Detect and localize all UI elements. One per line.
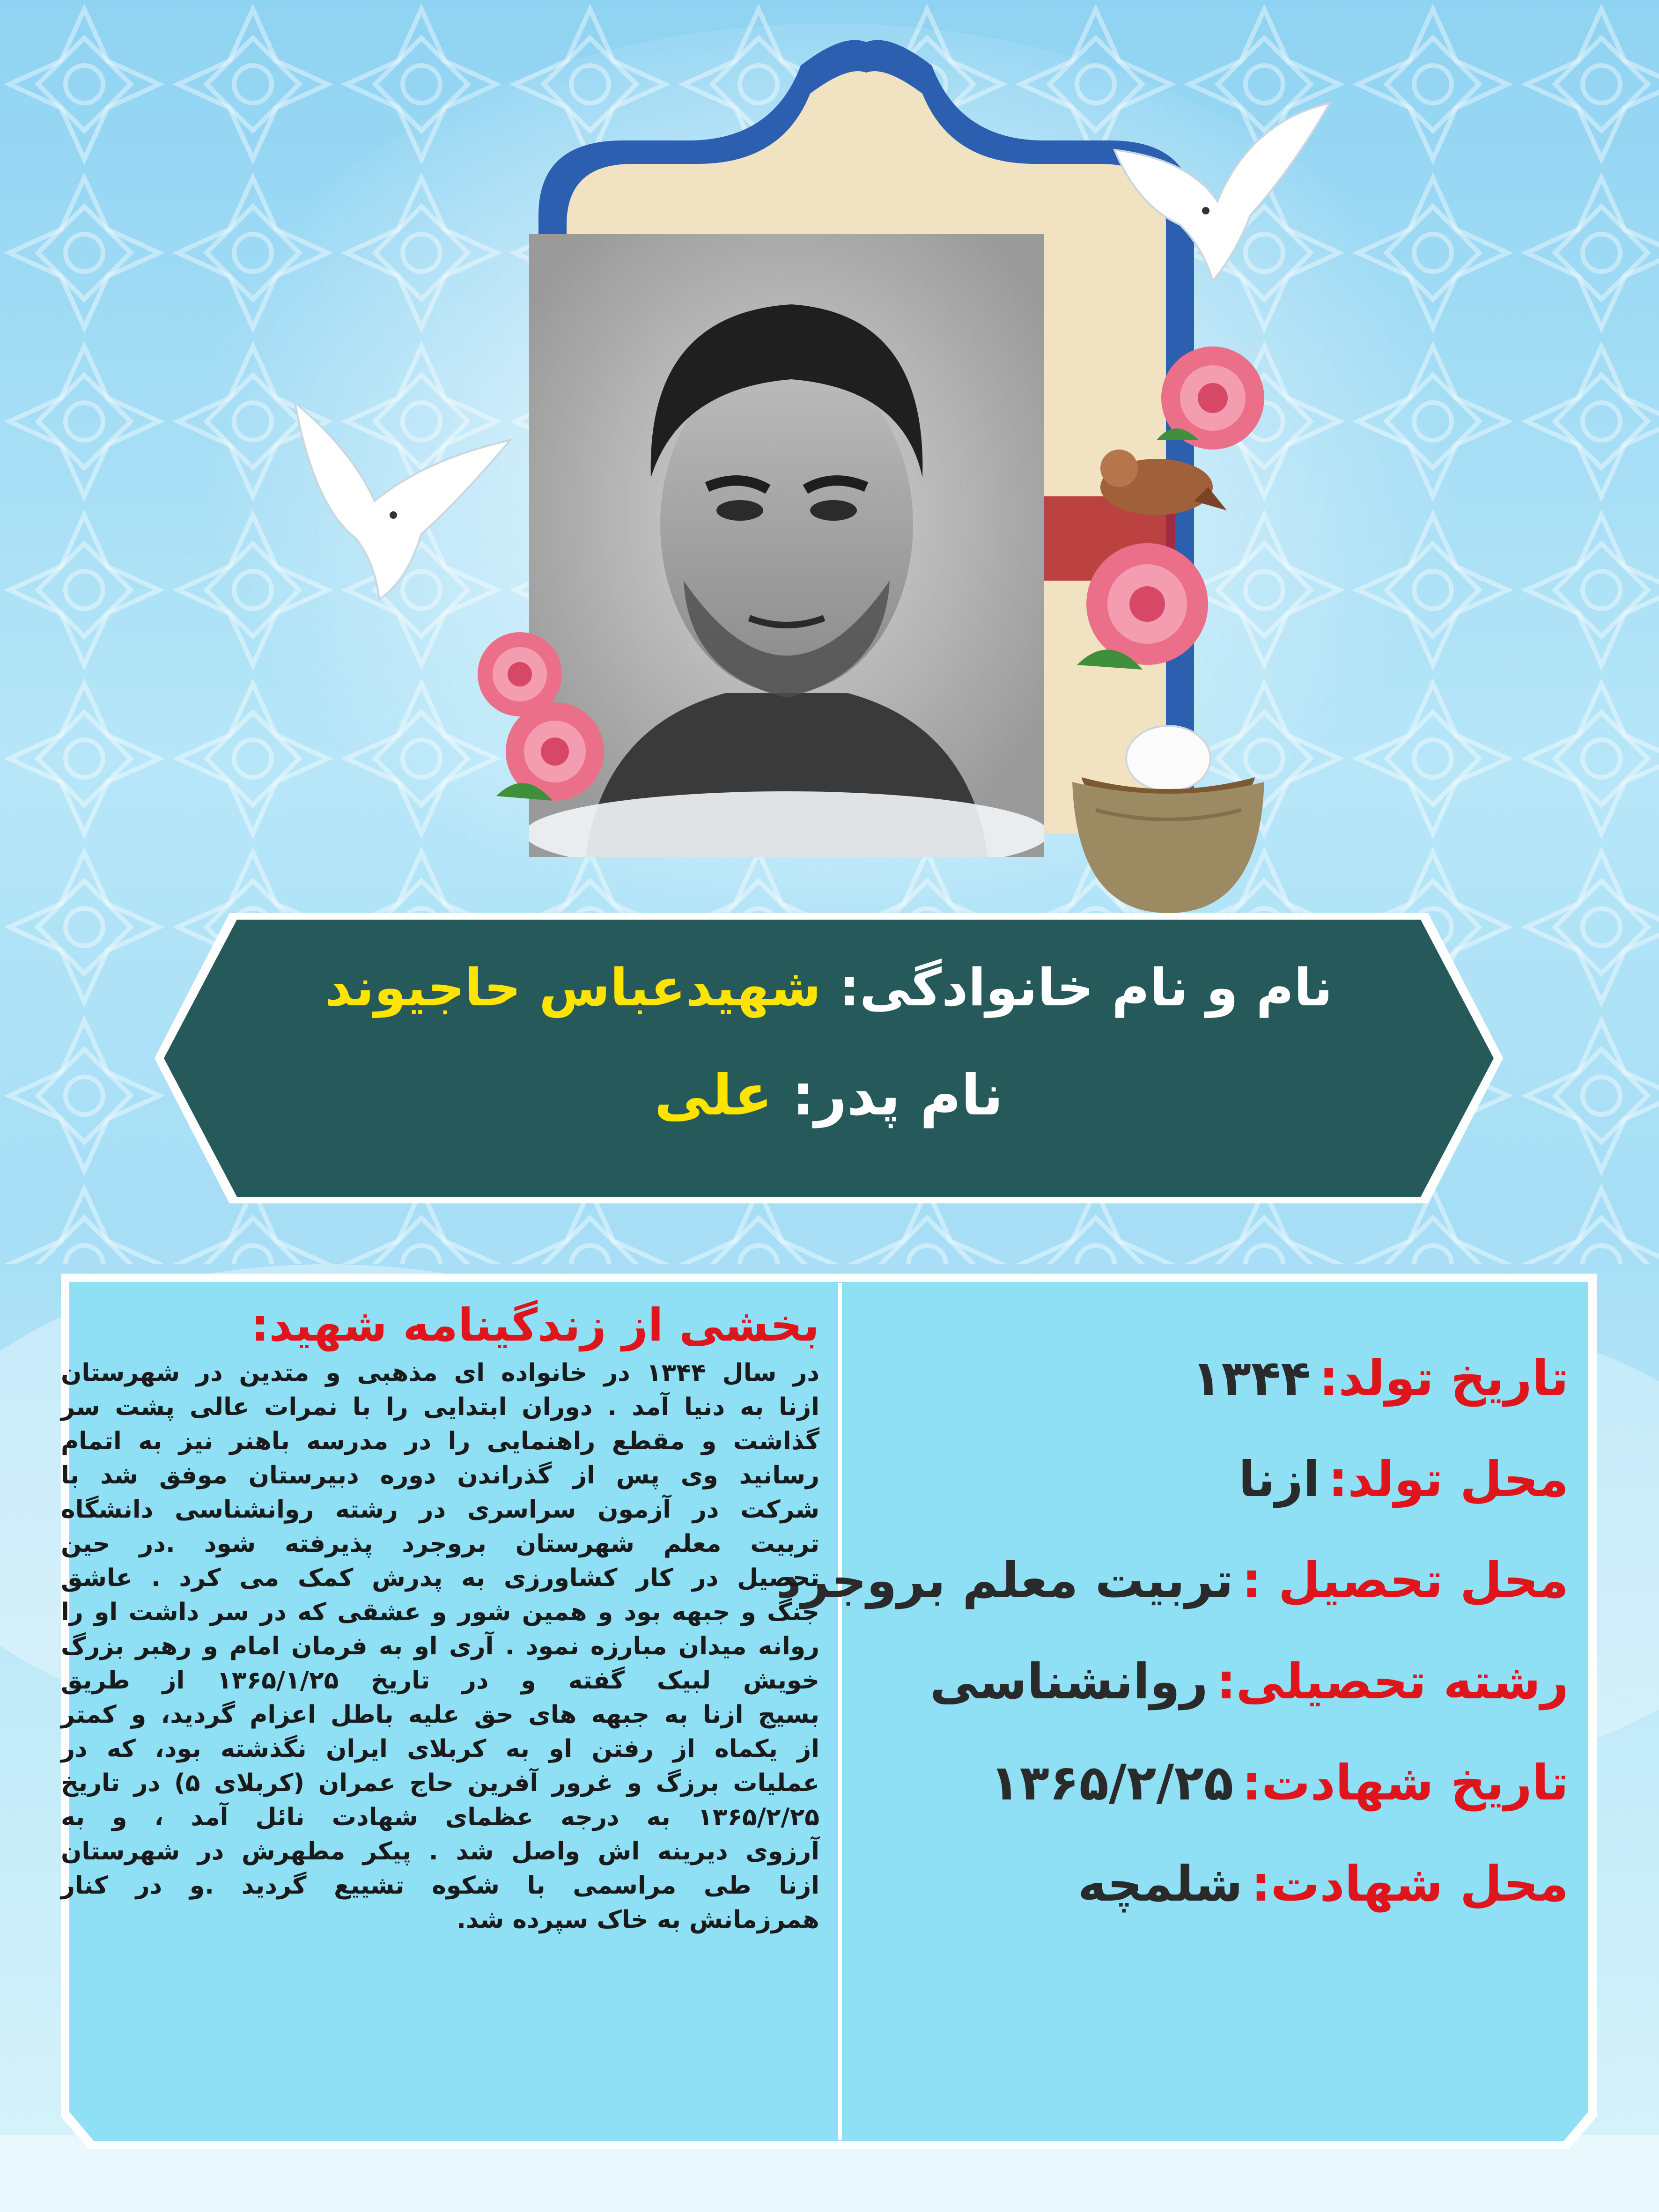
info-row-education-place (776, 1537, 1569, 1623)
biography-line: خویش لبیک گفته و در تاریخ ۱۳۶۵/۱/۲۵ از طریق (61, 1666, 819, 1695)
info-label: تاریخ شهادت: (1242, 1754, 1569, 1811)
info-row-field-of-study (880, 1638, 1569, 1725)
biography-line: همرزمانش به خاک سپرده شد. (457, 1906, 819, 1934)
biography-line: در سال ۱۳۴۴ در خانواده ای مذهبی و متدین در شهرستان (61, 1359, 820, 1387)
biography-line: ۱۳۶۵/۲/۲۵ به درجه عظمای شهادت نائل آمد ، و به (61, 1803, 819, 1831)
info-row-martyrdom-date (880, 1739, 1569, 1826)
info-label: محل تحصیل : (1242, 1551, 1569, 1609)
father-label: نام پدر: (772, 1063, 1003, 1128)
biography-line: روانه میدان مبارزه نمود . آری او به فرمان امام و رهبر بزرگ (61, 1632, 819, 1660)
info-value: روانشناسی (929, 1652, 1208, 1710)
biography-line: از یکماه از رفتن او به کربلای ایران نگذشته بود، که در (61, 1735, 819, 1763)
info-value: تربیت معلم بروجرد (776, 1551, 1234, 1609)
biography-line: آرزوی دیرینه اش واصل شد . پیکر مطهرش در شهرستان (61, 1837, 819, 1865)
name-value: شهیدعباس حاجیوند (325, 958, 821, 1018)
biography-line: تحصیل در کار کشاورزی به پدرش کمک می کرد . عاشق (61, 1564, 819, 1592)
info-value: ۱۳۴۴ (1191, 1349, 1311, 1407)
info-row-birth-date (880, 1335, 1569, 1421)
info-value: شلمچه (1077, 1855, 1243, 1912)
personal-info-list (776, 1335, 1569, 1941)
info-label: رشته تحصیلی: (1216, 1652, 1569, 1710)
biography-line: جنگ و جبهه بود و همین شور و عشقی که در سر داشت او را (61, 1598, 819, 1626)
info-row-birth-place (880, 1436, 1569, 1522)
biography-line: ازنا طی مراسمی با شکوه تشییع گردید .و در کنار (61, 1872, 819, 1900)
rose-flower-icon (1072, 529, 1222, 679)
biography-line: عملیات برزگ و غرور آفرین حاج عمران (کربلای ۵) در تاریخ (61, 1769, 819, 1797)
biography-section (61, 1297, 819, 1937)
info-value: ازنا (1239, 1450, 1320, 1508)
name-banner (155, 913, 1503, 1203)
info-label: محل شهادت: (1251, 1855, 1569, 1912)
biography-line: رسانید وی پس از گذراندن دوره دبیرستان موفق شد با (61, 1461, 819, 1489)
panel-divider (838, 1283, 842, 2140)
father-value: علی (654, 1063, 773, 1128)
biography-line: ازنا به دنیا آمد . دوران ابتدایی را با نمرات عالی پشت سر (61, 1393, 819, 1421)
info-panel (42, 1264, 1615, 2159)
biography-title: بخشی از زندگینامه شهید: (251, 1299, 819, 1351)
dove-icon (1096, 94, 1339, 290)
father-line (155, 1063, 1503, 1128)
info-row-martyrdom-place (880, 1840, 1569, 1927)
biography-line: بسیج ازنا به جبهه های حق علیه باطل اعزام گردید، و کمتر (61, 1701, 819, 1729)
info-value: ۱۳۶۵/۲/۲۵ (990, 1754, 1234, 1811)
name-label: نام و نام خانوادگی: (821, 958, 1333, 1018)
dove-icon (286, 384, 520, 604)
info-label: تاریخ تولد: (1319, 1349, 1569, 1407)
info-label: محل تولد: (1328, 1450, 1569, 1508)
helmet-nest-icon (1054, 688, 1283, 918)
biography-line: شرکت در آزمون سراسری در رشته روانشناسی دانشگاه (61, 1496, 819, 1524)
name-line (155, 958, 1503, 1018)
rose-flower-icon (496, 693, 613, 810)
biography-line: تربیت معلم شهرستان بروجرد پذیرفته شود .در حین (61, 1530, 819, 1558)
biography-line: گذاشت و مقطع راهنمایی را در مدرسه باهنر نیز به اتمام (61, 1427, 819, 1455)
sparrow-icon (1086, 431, 1227, 534)
